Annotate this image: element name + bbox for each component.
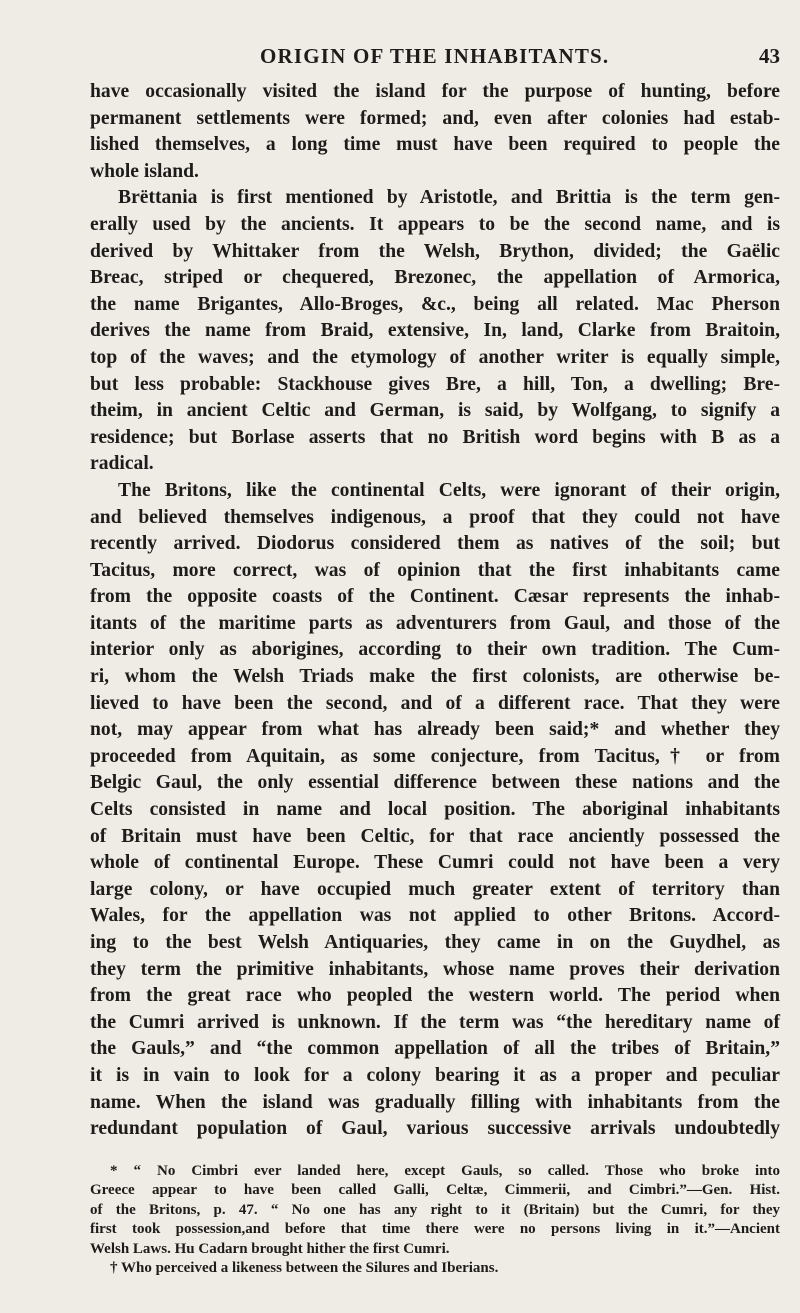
text-line: derives the name from Braid, extensive, In, land, Clarke from Braitoin, [90,320,780,342]
text-line: ri, whom the Welsh Triads make the first colonists, are otherwise be- [90,666,780,688]
text-line: have occasionally visited the island for the purpose of hunting, before [90,81,780,102]
text-line: The Britons, like the continental Celts, were ignorant of their origin, [118,479,780,501]
text-line: ing to the best Welsh Antiquaries, they came in on the Guydhel, as [90,932,780,953]
text-line: proceeded from Aquitain, as some conjecture, from Tacitus,† or from [90,745,780,767]
page-number: 43 [759,44,780,68]
text-line: radical. [90,453,154,475]
text-line: from the opposite coasts of the Continent. Cæsar represents the inhab- [90,586,780,608]
text-line: Breac, striped or chequered, Brezonec, the appellation of Armorica, [90,267,780,289]
footnote-line: of the Britons, p. 47. “ No one has any right to it (Britain) but the Cumri, for they [90,1201,780,1218]
text-line: theim, in ancient Celtic and German, is said, by Wolfgang, to signify a [90,400,780,422]
text-line: recently arrived. Diodorus considered them as natives of the soil; but [90,533,780,555]
footnote-line: Welsh Laws. Hu Cadarn brought hither the first Cumri. [90,1240,450,1257]
text-line: derived by Whittaker from the Welsh, Brython, divided; the Gaëlic [90,240,780,262]
footnote-line: * “ No Cimbri ever landed here, except Gauls, so called. Those who broke into [110,1163,780,1179]
body-text [90,79,780,1143]
text-line: Tacitus, more correct, was of opinion that the first inhabitants came [90,559,780,581]
footnotes [90,1162,780,1278]
text-line: the name Brigantes, Allo-Broges, &c., being all related. Mac Pherson [90,293,780,315]
text-line: name. When the island was gradually filling with inhabitants from the [90,1091,780,1113]
text-line: permanent settlements were formed; and, even after colonies had estab- [90,107,780,129]
text-line: and believed themselves indigenous, a proof that they could not have [90,506,780,528]
text-line: large colony, or have occupied much greater extent of territory than [90,878,780,900]
text-line: itants of the maritime parts as adventurers from Gaul, and those of the [90,612,780,634]
text-line: whole island. [90,160,199,182]
footnote-line: † Who perceived a likeness between the Silures and Iberians. [110,1259,499,1276]
text-line: Celts consisted in name and local position. The aboriginal inhabitants [90,799,780,821]
text-line: top of the waves; and the etymology of another writer is equally simple, [90,346,780,368]
text-line: Brëttania is first mentioned by Aristotle, and Brittia is the term gen- [118,187,780,209]
text-line: from the great race who peopled the western world. The period when [90,985,780,1007]
text-line: lished themselves, a long time must have been required to people the [90,134,780,156]
text-line: redundant population of Gaul, various successive arrivals undoubtedly [90,1118,780,1140]
text-line: Belgic Gaul, the only essential difference between these nations and the [90,772,780,794]
text-line: the Gauls,” and “the common appellation of all the tribes of Britain,” [90,1038,780,1060]
text-line: lieved to have been the second, and of a different race. That they were [90,692,780,714]
text-line: interior only as aborigines, according to their own tradition. The Cum- [90,639,780,661]
text-line: but less probable: Stackhouse gives Bre, a hill, Ton, a dwelling; Bre- [90,373,780,395]
running-title: ORIGIN OF THE INHABITANTS. [260,44,610,68]
page-header [90,44,780,74]
text-line: erally used by the ancients. It appears to be the second name, and is [90,213,780,235]
text-line: whole of continental Europe. These Cumri could not have been a very [90,852,780,874]
text-line: they term the primitive inhabitants, whose name proves their derivation [90,958,780,980]
text-line: residence; but Borlase asserts that no British word begins with B as a [90,426,780,448]
footnote-line: first took possession,and before that time there were no persons living in it.”—Ancient [90,1221,780,1238]
text-line: of Britain must have been Celtic, for that race anciently possessed the [90,825,780,847]
footnote-line: Greece appear to have been called Galli, Celtæ, Cimmerii, and Cimbri.”—Gen. Hist. [90,1182,780,1199]
text-line: it is in vain to look for a colony bearing it as a proper and peculiar [90,1064,780,1086]
text-line: Wales, for the appellation was not applied to other Britons. Accord- [90,905,780,927]
text-line: not, may appear from what has already been said;* and whether they [90,719,780,741]
text-line: the Cumri arrived is unknown. If the term was “the hereditary name of [90,1011,780,1033]
